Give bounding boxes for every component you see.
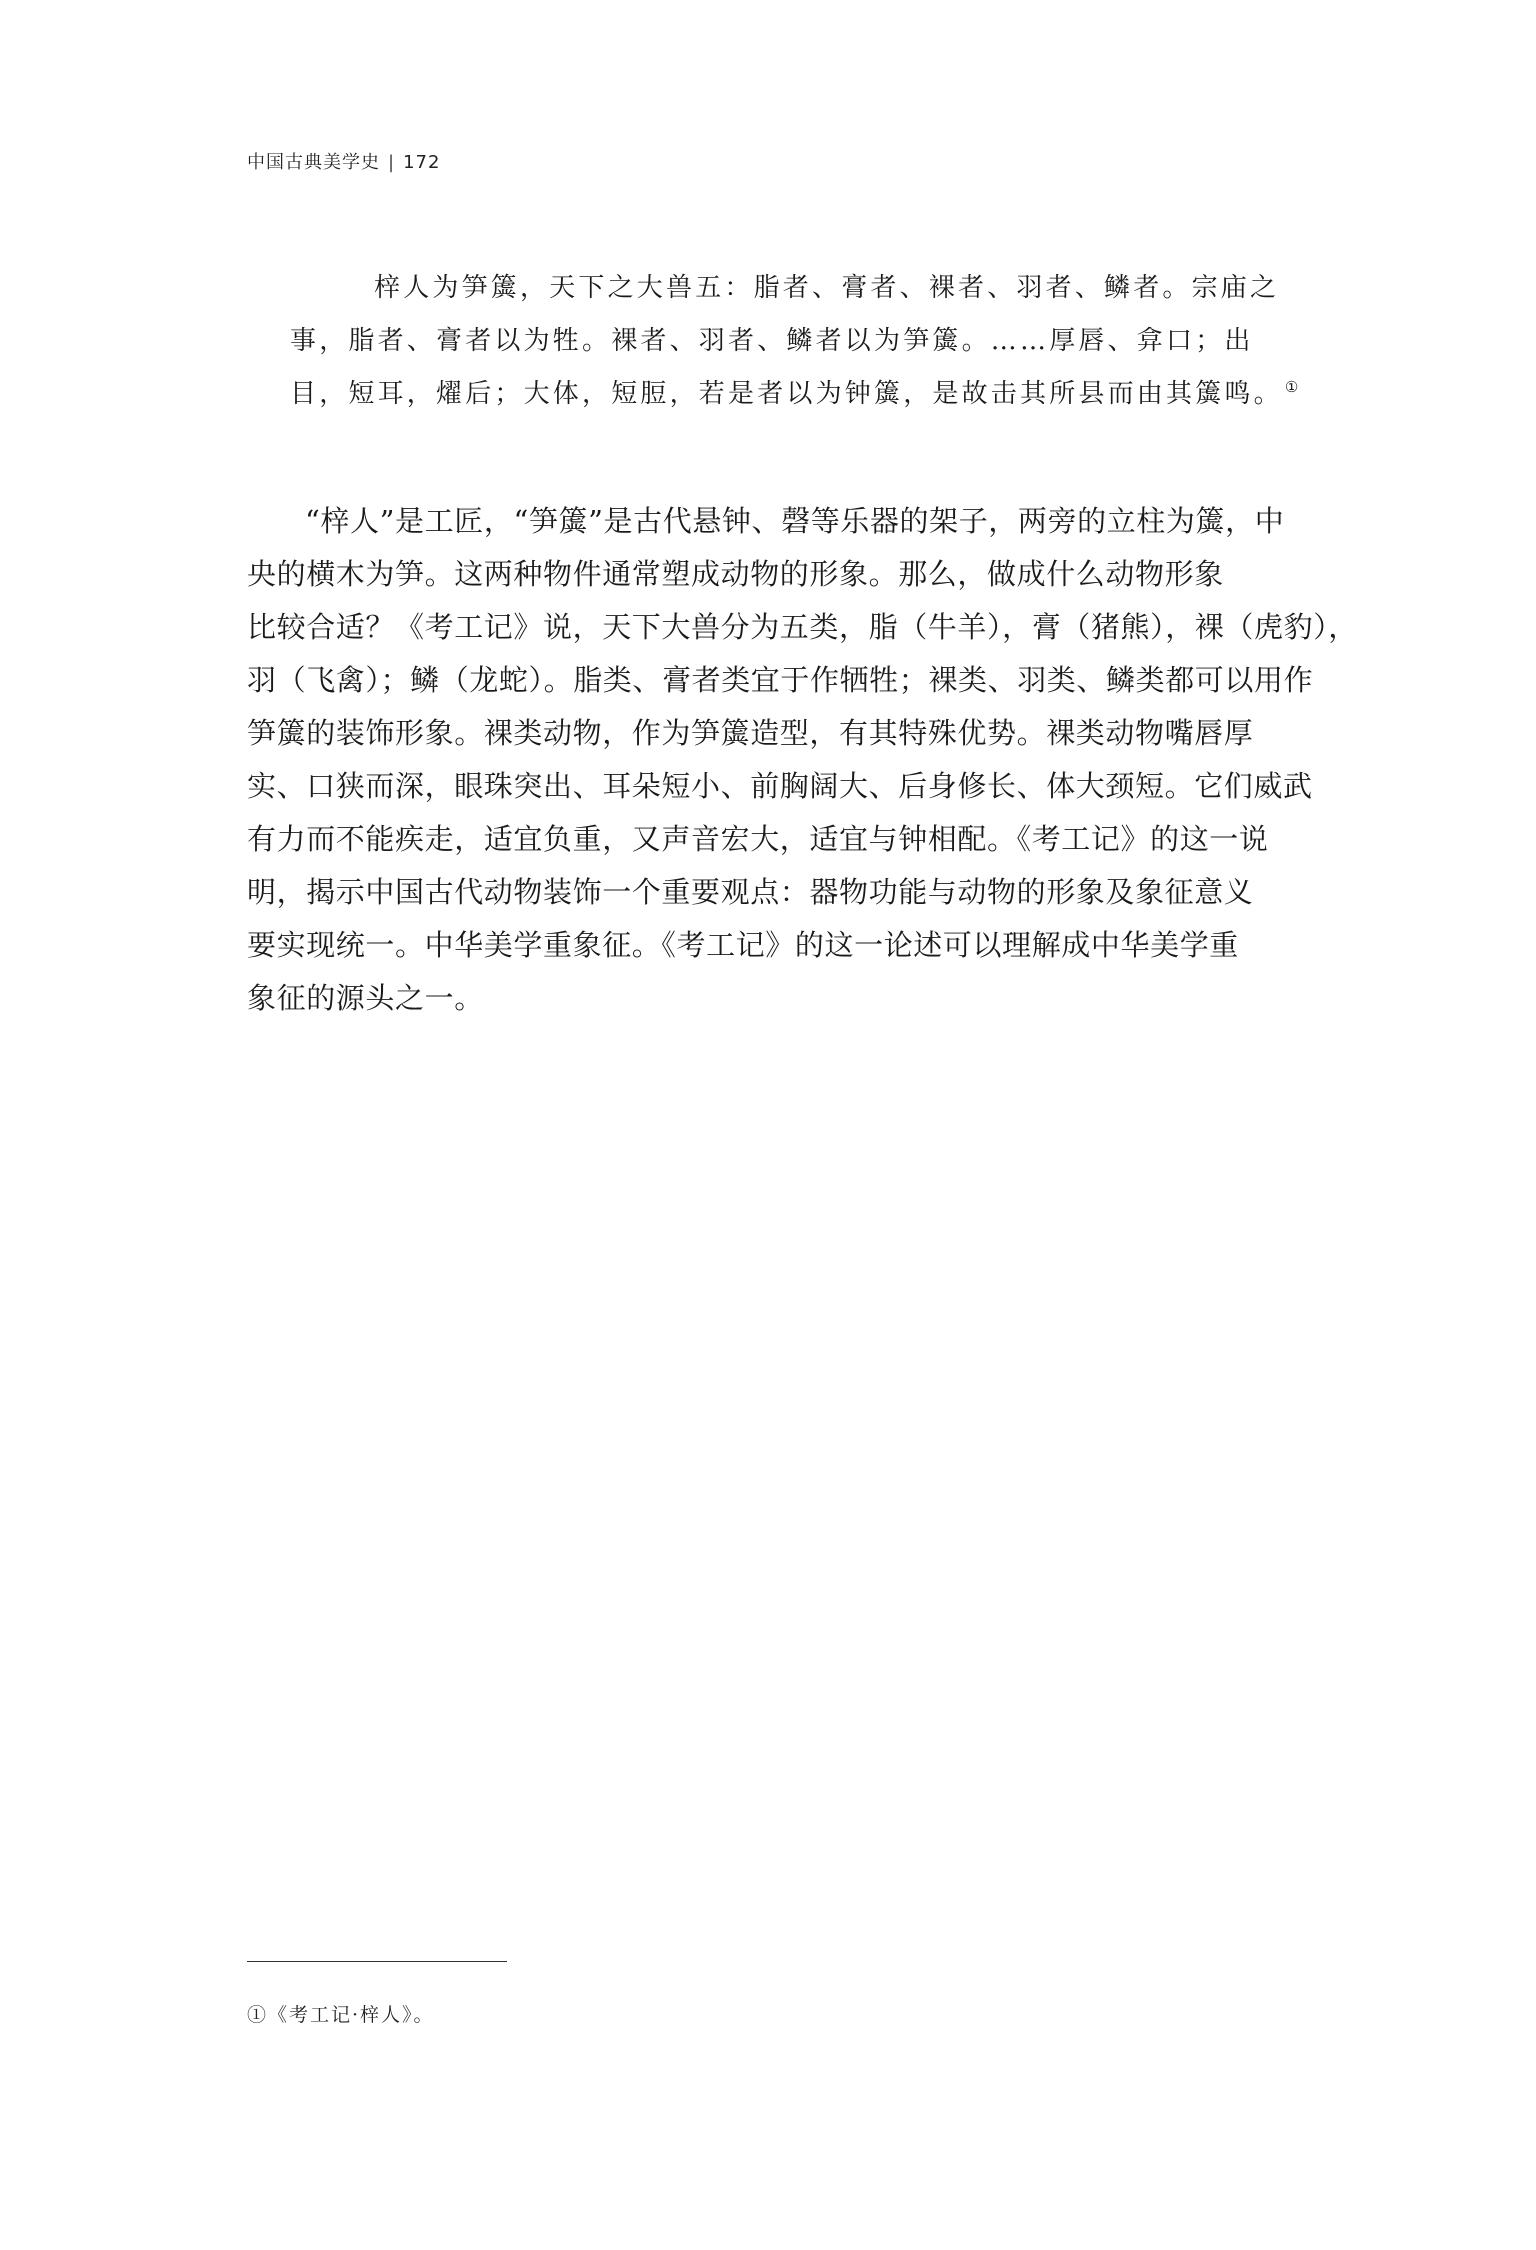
paragraph-line: 央的横木为笋。这两种物件通常塑成动物的形象。那么，做成什么动物形象 (247, 557, 1224, 591)
quote-line (290, 368, 1299, 421)
paragraph-line: 羽（飞禽）；鳞（龙蛇）。脂类、膏者类宜于作牺牲；裸类、羽类、鳞类都可以用作 (247, 663, 1314, 697)
paragraph-line: 要实现统一。中华美学重象征。《考工记》的这一论述可以理解成中华美学重 (247, 928, 1239, 962)
block-quote (290, 262, 1299, 421)
quote-line (290, 315, 1286, 368)
quote-line-text: 梓人为笋簴，天下之大兽五：脂者、膏者、裸者、羽者、鳞者。宗庙之 (374, 273, 1280, 303)
quote-line (290, 262, 1286, 315)
footnote: ①《考工记·梓人》。 (247, 2004, 435, 2026)
quote-line-text: 目，短耳，燿后；大体，短脰，若是者以为钟簴，是故击其所县而由其簴鸣。 (290, 379, 1283, 409)
paragraph-line: “梓人”是工匠，“笋簴”是古代悬钟、磬等乐器的架子，两旁的立柱为簴，中 (305, 504, 1285, 538)
paragraph-line: 明，揭示中国古代动物装饰一个重要观点：器物功能与动物的形象及象征意义 (247, 875, 1254, 909)
header-separator: | (388, 152, 396, 173)
paragraph-line: 笋簴的装饰形象。裸类动物，作为笋簴造型，有其特殊优势。裸类动物嘴唇厚 (247, 716, 1254, 750)
quote-line-text: 事，脂者、膏者以为牲。裸者、羽者、鳞者以为笋簴。……厚唇、弇口；出 (290, 326, 1254, 356)
paragraph-line: 有力而不能疾走，适宜负重，又声音宏大，适宜与钟相配。《考工记》的这一说 (247, 822, 1269, 856)
paragraph-line: 实、口狭而深，眼珠突出、耳朵短小、前胸阔大、后身修长、体大颈短。它们威武 (247, 769, 1313, 803)
paragraph-line: 象征的源头之一。 (247, 981, 484, 1015)
running-head (247, 148, 440, 174)
paragraph-line: 比较合适？《考工记》说，天下大兽分为五类，脂（牛羊），膏（猪熊），裸（虎豹）， (247, 610, 1358, 644)
footnote-reference[interactable]: ① (1284, 378, 1299, 397)
book-title: 中国古典美学史 (247, 152, 380, 173)
page-number: 172 (403, 152, 441, 173)
body-paragraph (247, 495, 1358, 1025)
footnote-divider (247, 1961, 507, 1962)
